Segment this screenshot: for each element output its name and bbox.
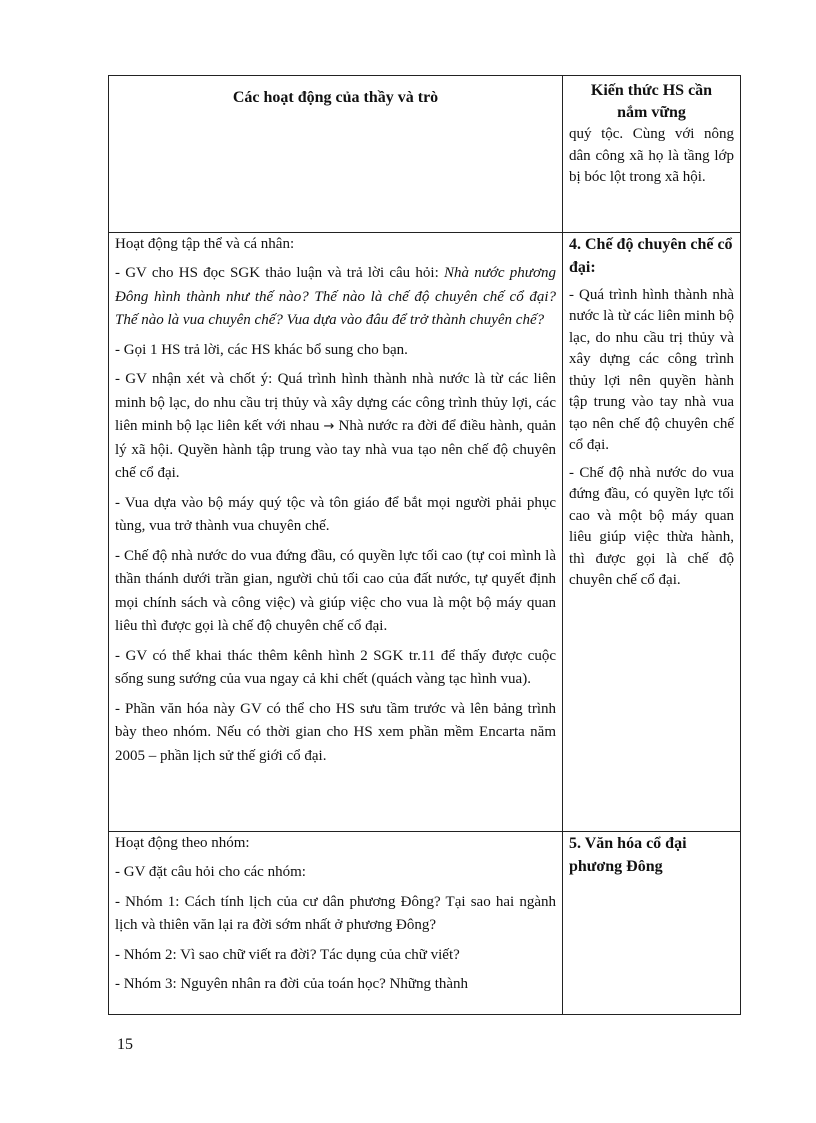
right-arrow-icon: → (323, 419, 335, 435)
paragraph-image-note: - GV có thể khai thác thêm kênh hình 2 SGK tr.11 để thấy được cuộc sống sung sướng của vua ngay cả khi chết (quách vàng tạc hình vua). (115, 647, 556, 688)
paragraph-group-3: - Nhóm 3: Nguyên nhân ra đời của toán học? Những thành (115, 976, 469, 993)
paragraph-conclusion (115, 368, 556, 486)
header-left-title: Các hoạt động của thầy và trò (232, 89, 439, 106)
question-italic: Nhà nước phương Đông hình thành như thế nào? Thế nào là chế độ chuyên chế cổ đại? Thế nào là vua chuyên chế? Vua dựa vào đâu để trở thành chuyên chế? (115, 265, 556, 329)
question-prefix: - GV cho HS đọc SGK thảo luận và trả lời câu hỏi: (115, 265, 444, 282)
paragraph-culture-note: - Phần văn hóa này GV có thể cho HS sưu tầm trước và lên bảng trình bày theo nhóm. Nếu có thời gian cho HS xem phần mềm Encarta năm 2005 – phần lịch sử thế giới cổ đại. (115, 700, 556, 764)
paragraph-king-nobility: - Vua dựa vào bộ máy quý tộc và tôn giáo để bắt mọi người phải phục tùng, vua trở thành vua chuyên chế. (115, 494, 556, 535)
header-right-line1: Kiến thức HS cần (590, 82, 713, 99)
section1-right-cell (563, 232, 741, 831)
page-number: 15 (117, 1036, 133, 1053)
question-paragraph (115, 262, 556, 333)
header-left-cell (109, 76, 563, 233)
section1-right-content (563, 233, 740, 592)
section4-title: 4. Chế độ chuyên chế cổ đại: (569, 235, 733, 276)
section4-point-2: - Chế độ nhà nước do vua đứng đầu, có quyền lực tối cao và một bộ máy quan liêu giúp việc thừa hành, thì được gọi là chế độ chuyên chế cổ đại. (569, 464, 734, 589)
activity-heading-2: Hoạt động theo nhóm: (115, 834, 250, 851)
conclusion-part-b: Nhà nước ra đời để điều hành, quản lý xã hội. Quyền hành tập trung vào tay nhà vua tạo nên chế độ chuyên chế cổ đại. (115, 418, 556, 482)
conclusion-part-a: - GV nhận xét và chốt ý: Quá trình hình thành nhà nước là từ các liên minh bộ lạc, do nhu cầu trị thủy và xây dựng các công trình thủy lợi, các liên minh bộ lạc liên kết với nhau (115, 371, 556, 435)
paragraph-group-questions: - GV đặt câu hỏi cho các nhóm: (115, 864, 306, 881)
paragraph-group-2: - Nhóm 2: Vì sao chữ viết ra đời? Tác dụng của chữ viết? (115, 946, 460, 963)
section2-left-content (109, 832, 562, 997)
section4-point-1: - Quá trình hình thành nhà nước là từ các liên minh bộ lạc, do nhu cầu trị thủy và xây dựng các công trình thủy lợi nên quyền hành tập trung vào tay nhà vua tạo nên chế độ chuyên chế cổ đại. (569, 286, 734, 454)
section2-right-content (563, 832, 740, 878)
section1-left-content (109, 233, 562, 769)
section5-title: 5. Văn hóa cổ đại phương Đông (569, 834, 687, 875)
section2-row (109, 831, 741, 1014)
section2-left-cell (109, 831, 563, 1014)
section1-left-cell (109, 232, 563, 831)
lesson-table (108, 75, 741, 1015)
right-top-text: quý tộc. Cùng với nông dân công xã họ là tầng lớp bị bóc lột trong xã hội. (569, 126, 734, 185)
paragraph-call-student: - Gọi 1 HS trả lời, các HS khác bổ sung cho bạn. (115, 341, 408, 358)
header-right-cell (563, 76, 741, 233)
header-row (109, 76, 741, 233)
section1-row (109, 232, 741, 831)
right-top-continuation (563, 124, 740, 189)
paragraph-autocracy: - Chế độ nhà nước do vua đứng đầu, có quyền lực tối cao (tự coi mình là thần thánh dưới trần gian, người chủ tối cao của đất nước, tự quyết định mọi chính sách và công việc) và giúp việc cho vua là một bộ máy quan liêu thì được gọi là chế độ chuyên chế cổ đại. (115, 547, 556, 635)
paragraph-group-1: - Nhóm 1: Cách tính lịch của cư dân phương Đông? Tại sao hai ngành lịch và thiên văn lại ra đời sớm nhất ở phương Đông? (115, 893, 556, 934)
header-right-title (563, 76, 740, 124)
activity-heading-1: Hoạt động tập thể và cá nhân: (115, 235, 295, 252)
header-right-line2: nắm vững (617, 104, 686, 121)
section2-right-cell (563, 831, 741, 1014)
